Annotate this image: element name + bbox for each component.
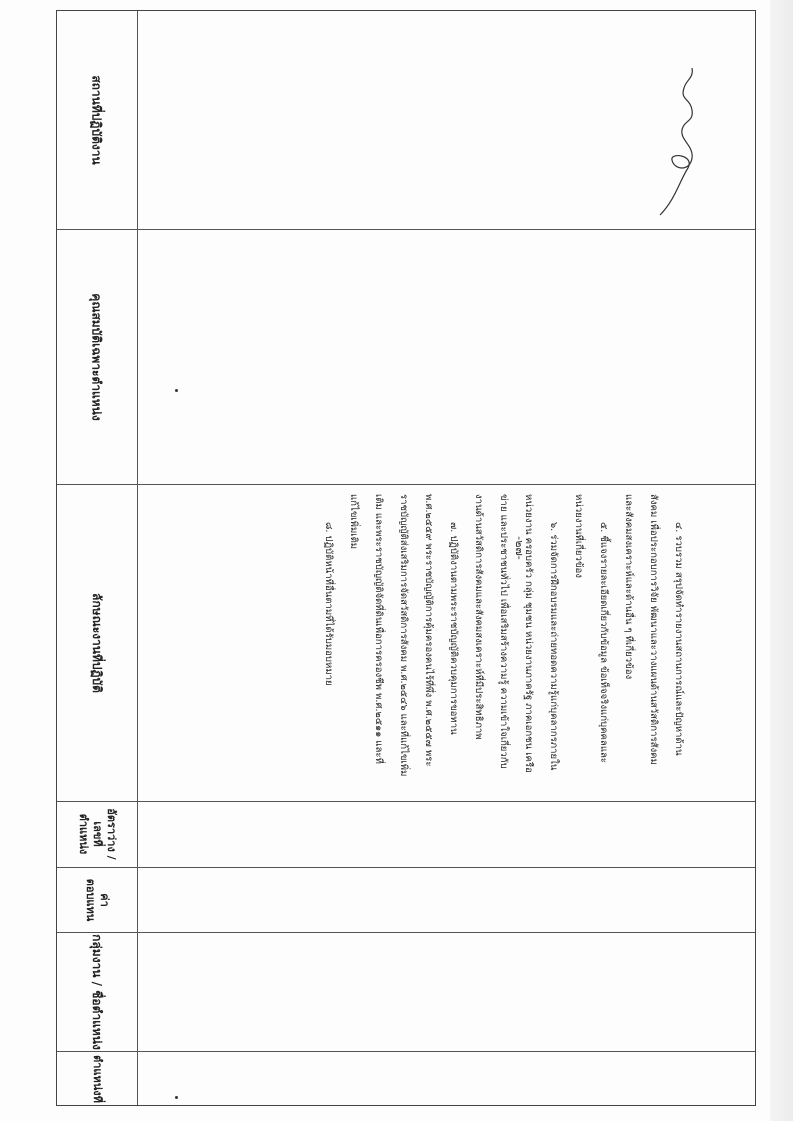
duties-text	[81, 484, 699, 788]
duties-cell	[81, 484, 699, 788]
row-line-6	[57, 1051, 755, 1052]
header-position-no: ตำแหน่งที่	[91, 1055, 104, 1103]
row-line-1	[57, 229, 755, 230]
signature-icon	[650, 60, 700, 220]
mark-dot	[175, 389, 178, 392]
duty-item: ๖. ร่วมจัดการฝึกอบรมและถ่ายทอดความรู้แก่บุคลากรภายในหน่วยงาน ครอบครัว กลุ่ม ชุมชน หน่วยงานภาครัฐ ภาคเอกชน เครือข่าย และประชาชนทั่วไป เพื่อเสริมสร้างความรู้ ความเข้าใจเกี่ยวกับงานด้านสวัสดิการสังคมและสังคมสงเคราะห์ที่มีประสิทธิภาพ	[473, 494, 559, 773]
duty-item: ๔. รวบรวม สรุปจัดทำรายงานสถานการณ์และปัญหาด้านสังคม เพื่อประกอบการวิจัย พัฒนาและวางแผนด้านสวัสดิการสังคมและสังคมสงเคราะห์และด้านอื่น ๆ ที่เกี่ยวข้อง	[623, 494, 684, 765]
mark-dot	[175, 1096, 178, 1099]
row-line-5	[57, 932, 755, 933]
header-duties: ลักษณะงานที่ปฏิบัติ	[90, 592, 104, 693]
header-group-position: กลุ่มงาน / ชื่อตำแหน่ง	[90, 933, 105, 1050]
duty-item: ๕. ชี้แจงรายละเอียดเกี่ยวกับข้อมูล ข้อเท็จจริงแก่บุคคลและหน่วยงานที่เกี่ยวข้อง	[573, 494, 609, 764]
header-qualifications: คุณสมบัติเฉพาะตำแหน่ง	[90, 292, 105, 421]
header-rate-position: อัตราว่าง / เลขที่ตำแหน่ง	[77, 808, 118, 860]
header-compensation: ค่าตอบแทน	[84, 878, 111, 921]
scan-edge	[770, 0, 793, 1121]
duty-item: ๗. ปฏิบัติงานตามพระราชบัญญัติควบคุมการขอทาน พ.ศ.๒๕๕๙ พระราชบัญญัติการคุ้มครองคนไร้ที่พึ่ง พ.ศ.๒๕๕๗ พระราชบัญญัติส่งเสริมการจัดสวัสดิการสังคม พ.ศ.๒๕๔๖ และที่แก้ไขเพิ่มเติม และพระราชบัญญัติจัดที่ดินเพื่อการครองชีพ พ.ศ.๒๕๑๑ และที่แก้ไขเพิ่มเติม	[348, 494, 459, 777]
row-line-3	[57, 801, 755, 802]
duty-item: ๘. ปฏิบัติหน้าที่อื่นตามที่ได้รับมอบหมาย	[323, 522, 334, 686]
header-workplace: สถานที่ปฏิบัติงาน	[90, 75, 105, 165]
row-line-4	[57, 867, 755, 868]
page-number: -๒๗-	[513, 536, 526, 560]
